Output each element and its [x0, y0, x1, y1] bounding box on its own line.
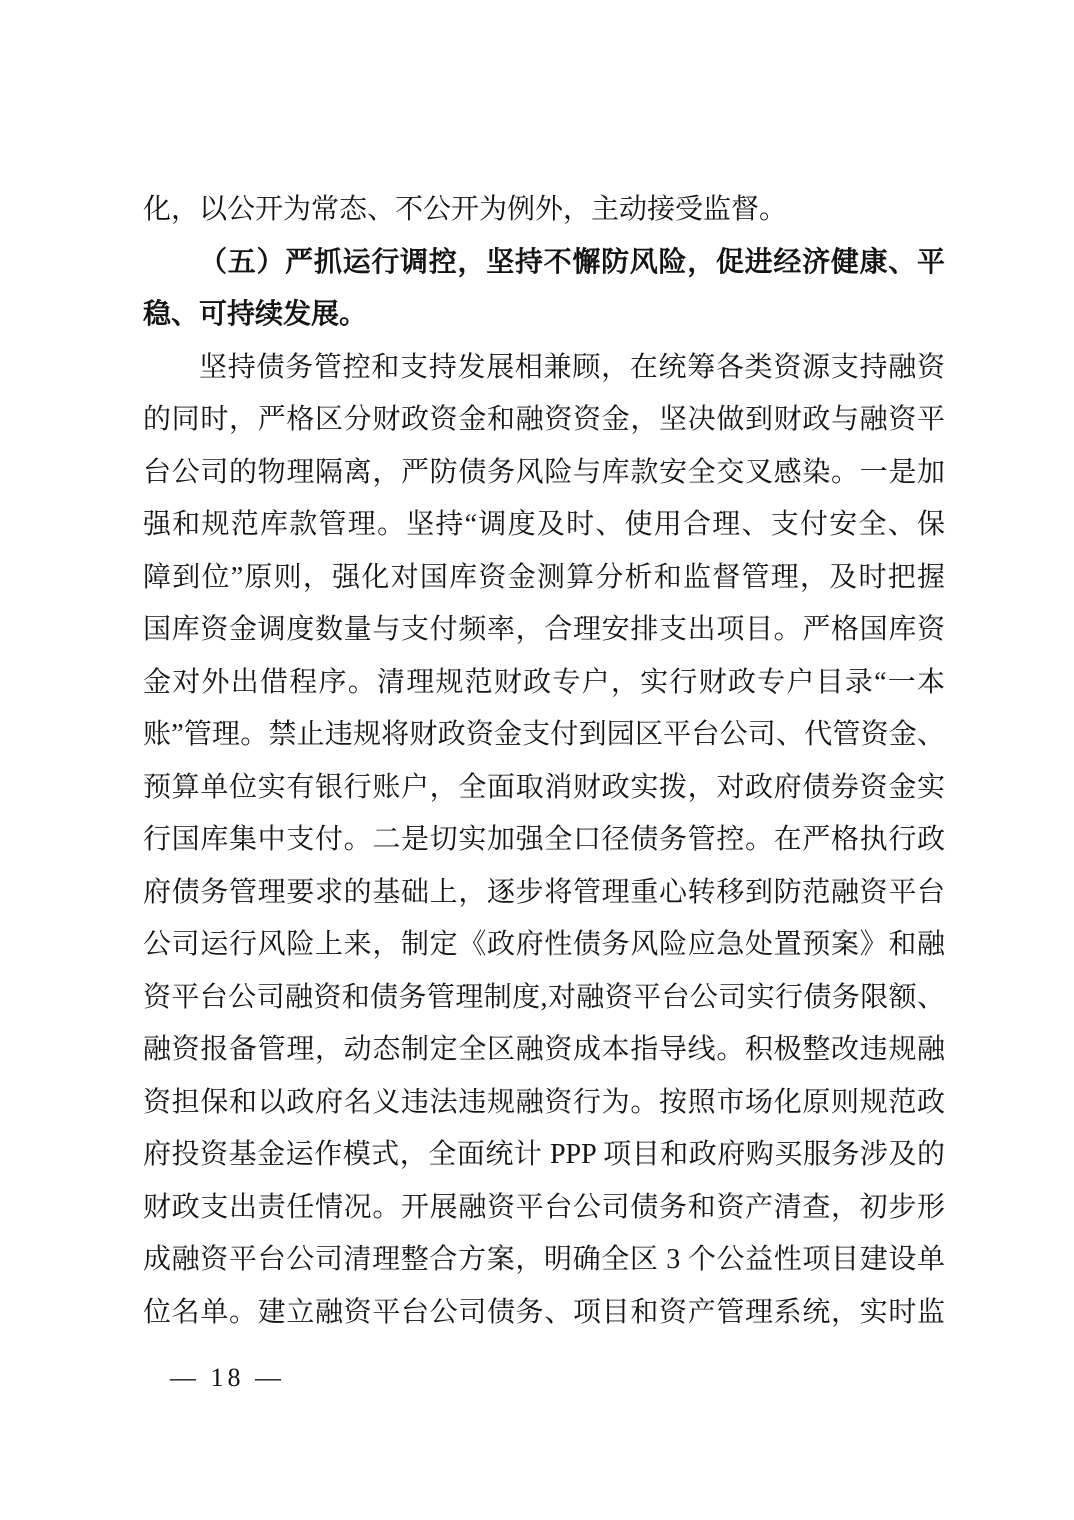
text-line: 府债务管理要求的基础上，逐步将管理重心转移到防范融资平台	[143, 876, 945, 908]
text-line: 金对外出借程序。清理规范财政专户，实行财政专户目录“一本	[143, 666, 945, 698]
text-line: 财政支出责任情况。开展融资平台公司债务和资产清查，初步形	[143, 1191, 945, 1223]
text-line: 障到位”原则，强化对国库资金测算分析和监督管理，及时把握	[143, 561, 945, 593]
text-line: 行国库集中支付。二是切实加强全口径债务管控。在严格执行政	[143, 824, 945, 855]
text-line: 预算单位实有银行账户，全面取消财政实拨，对政府债券资金实	[143, 771, 945, 803]
text-line: 公司运行风险上来，制定《政府性债务风险应急处置预案》和融	[143, 929, 945, 960]
text-line: 资平台公司融资和债务管理制度,对融资平台公司实行债务限额、	[143, 981, 945, 1013]
heading-line: 稳、可持续发展。	[143, 299, 368, 330]
document-body	[143, 184, 945, 1339]
text-line: 台公司的物理隔离，严防债务风险与库款安全交叉感染。一是加	[143, 456, 945, 488]
text-line: 位名单。建立融资平台公司债务、项目和资产管理系统，实时监	[143, 1296, 945, 1328]
text-line: 化，以公开为常态、不公开为例外，主动接受监督。	[143, 194, 788, 225]
text-line: 强和规范库款管理。坚持“调度及时、使用合理、支付安全、保	[143, 509, 945, 540]
text-line: 成融资平台公司清理整合方案，明确全区 3 个公益性项目建设单	[143, 1244, 945, 1275]
page-number: — 18 —	[170, 1363, 285, 1392]
text-line: 坚持债务管控和支持发展相兼顾，在统筹各类资源支持融资	[199, 351, 945, 383]
text-line: 国库资金调度数量与支付频率，合理安排支出项目。严格国库资	[143, 614, 945, 645]
text-line: 府投资基金运作模式，全面统计 PPP 项目和政府购买服务涉及的	[143, 1139, 945, 1170]
text-line: 账”管理。禁止违规将财政资金支付到园区平台公司、代管资金、	[143, 719, 945, 750]
text-line: 资担保和以政府名义违法违规融资行为。按照市场化原则规范政	[143, 1086, 945, 1118]
text-line: 的同时，严格区分财政资金和融资资金，坚决做到财政与融资平	[143, 404, 945, 435]
text-line: 融资报备管理，动态制定全区融资成本指导线。积极整改违规融	[143, 1034, 945, 1065]
heading-line: （五）严抓运行调控，坚持不懈防风险，促进经济健康、平	[199, 246, 945, 278]
